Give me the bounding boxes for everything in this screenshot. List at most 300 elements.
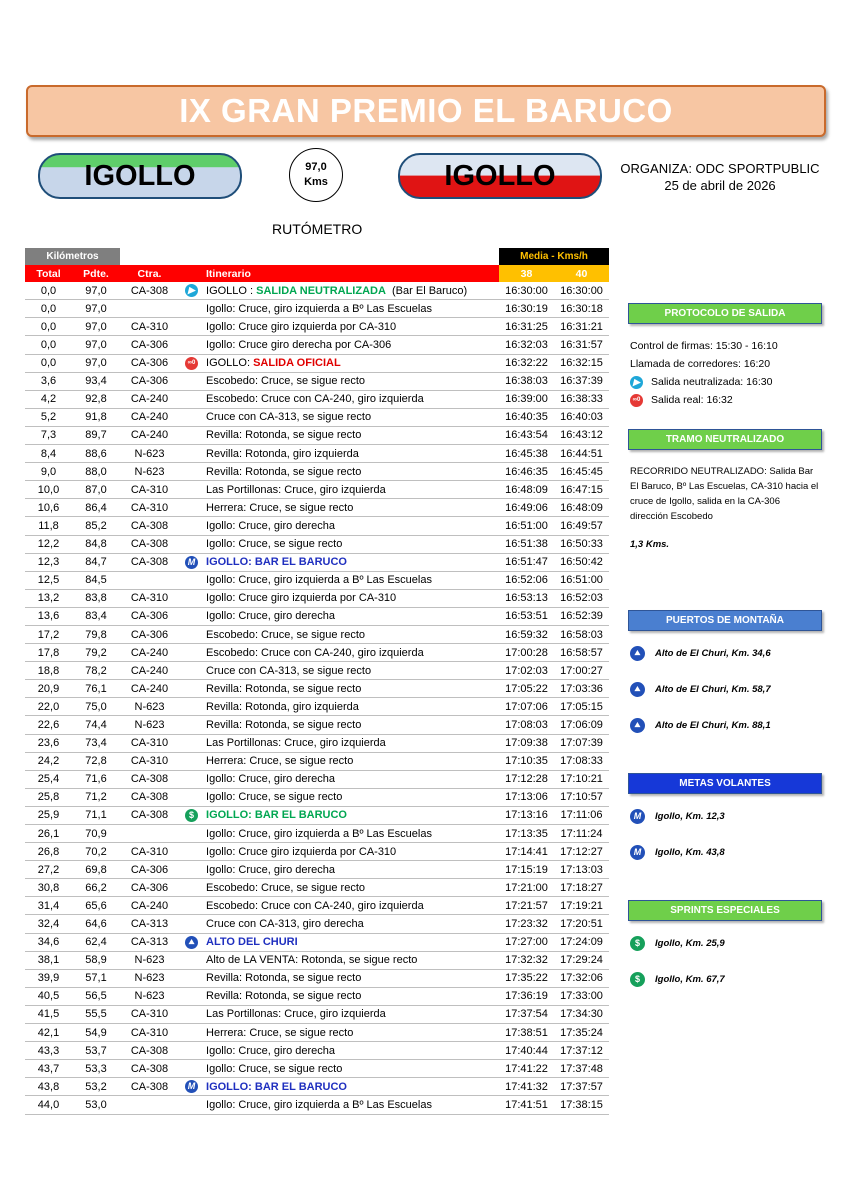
- time-40: 16:47:15: [554, 481, 609, 499]
- road-code: CA-308: [120, 1042, 179, 1060]
- table-row: [25, 680, 609, 698]
- table-row: [25, 535, 609, 553]
- row-icon-cell: [179, 915, 204, 933]
- time-38: 17:13:35: [499, 825, 554, 843]
- race-date: 25 de abril de 2026: [664, 178, 776, 193]
- itinerary: [204, 282, 499, 300]
- time-38: 16:49:06: [499, 499, 554, 517]
- road-code: CA-308: [120, 282, 179, 300]
- itinerary-text: Las Portillonas: Cruce, giro izquierda: [206, 483, 386, 496]
- time-40: 16:37:39: [554, 372, 609, 390]
- time-38: 17:13:06: [499, 788, 554, 806]
- itinerary: [204, 1042, 499, 1060]
- km-total: 43,3: [25, 1042, 72, 1060]
- km-total: 24,2: [25, 752, 72, 770]
- itinerary: [204, 987, 499, 1005]
- time-38: 16:30:00: [499, 282, 554, 300]
- section-title: RUTÓMETRO: [272, 221, 363, 237]
- km-total: 31,4: [25, 897, 72, 915]
- control-firmas: Control de firmas: 15:30 - 16:10: [630, 340, 778, 352]
- table-row: [25, 716, 609, 734]
- meta-item: [630, 809, 725, 824]
- table-row: [25, 517, 609, 535]
- time-38: 16:45:38: [499, 445, 554, 463]
- km-total: 27,2: [25, 861, 72, 879]
- itinerary: [204, 445, 499, 463]
- itinerary: [204, 390, 499, 408]
- itinerary: [204, 1024, 499, 1042]
- km-pending: 88,6: [72, 445, 120, 463]
- row-icon-cell: [179, 680, 204, 698]
- km-total: 17,8: [25, 644, 72, 662]
- distance-badge: [289, 148, 343, 202]
- itinerary-highlight: SALIDA NEUTRALIZADA: [256, 284, 386, 297]
- time-40: 16:49:57: [554, 517, 609, 535]
- time-40: 16:58:57: [554, 644, 609, 662]
- km-total: 39,9: [25, 969, 72, 987]
- km-pending: 97,0: [72, 354, 120, 372]
- km-pending: 57,1: [72, 969, 120, 987]
- road-code: CA-306: [120, 336, 179, 354]
- km-pending: 83,4: [72, 607, 120, 625]
- time-40: 16:32:15: [554, 354, 609, 372]
- km-total: 13,2: [25, 589, 72, 607]
- time-38: 16:31:25: [499, 318, 554, 336]
- salida-neutralizada-row: [630, 373, 778, 391]
- road-code: N-623: [120, 951, 179, 969]
- km-pending: 79,2: [72, 644, 120, 662]
- time-38: 16:43:54: [499, 426, 554, 444]
- table-row: [25, 445, 609, 463]
- km-total: 20,9: [25, 680, 72, 698]
- road-code: [120, 300, 179, 318]
- km-pending: 88,0: [72, 463, 120, 481]
- time-40: 17:35:24: [554, 1024, 609, 1042]
- road-code: CA-306: [120, 625, 179, 643]
- mountain-icon: ⛰: [630, 682, 645, 697]
- table-row: [25, 662, 609, 680]
- meta-volante-icon: M: [630, 809, 645, 824]
- row-icon-cell: [179, 390, 204, 408]
- play-icon: ▶: [630, 376, 643, 389]
- itinerary: [204, 625, 499, 643]
- itinerary-text: Igollo: Cruce giro izquierda por CA-310: [206, 320, 397, 333]
- itinerary: [204, 644, 499, 662]
- itinerary: [204, 499, 499, 517]
- km-total: 11,8: [25, 517, 72, 535]
- row-icon-cell: [179, 300, 204, 318]
- time-38: 17:35:22: [499, 969, 554, 987]
- km-total: 0,0: [25, 318, 72, 336]
- km-pending: 85,2: [72, 517, 120, 535]
- time-38: 17:02:03: [499, 662, 554, 680]
- itinerary-text: Cruce con CA-313, se sigue recto: [206, 411, 372, 424]
- distance-value: 97,0: [305, 161, 327, 173]
- table-column-header: [25, 265, 609, 282]
- itinerary-highlight: ALTO DEL CHURI: [206, 936, 298, 949]
- table-row: [25, 499, 609, 517]
- table-row: [25, 282, 609, 300]
- time-38: 17:12:28: [499, 770, 554, 788]
- start-location-label: IGOLLO: [84, 159, 196, 192]
- itinerary: [204, 372, 499, 390]
- km-pending: 53,0: [72, 1096, 120, 1114]
- time-40: 17:38:15: [554, 1096, 609, 1114]
- km-total: 43,8: [25, 1078, 72, 1096]
- table-row: [25, 1024, 609, 1042]
- itinerary: [204, 969, 499, 987]
- km-pending: 84,7: [72, 553, 120, 571]
- row-icon-cell: [179, 770, 204, 788]
- itinerary: [204, 354, 499, 372]
- tramo-distance: 1,3 Kms.: [630, 539, 670, 550]
- itinerary-text: Igollo: Cruce, giro derecha: [206, 1044, 336, 1057]
- road-code: CA-310: [120, 1005, 179, 1023]
- itinerary-text: Igollo: Cruce, giro derecha: [206, 610, 336, 623]
- table-row: [25, 318, 609, 336]
- row-icon-cell: [179, 897, 204, 915]
- speed-group-header: Media - Kms/h: [499, 248, 609, 265]
- km-pending: 78,2: [72, 662, 120, 680]
- km-total: 4,2: [25, 390, 72, 408]
- time-40: 16:44:51: [554, 445, 609, 463]
- time-40: 17:33:00: [554, 987, 609, 1005]
- row-icon-cell: [179, 662, 204, 680]
- km-pending: 56,5: [72, 987, 120, 1005]
- km-total: 44,0: [25, 1096, 72, 1114]
- time-38: 17:38:51: [499, 1024, 554, 1042]
- time-38: 17:09:38: [499, 734, 554, 752]
- row-icon-cell: [179, 336, 204, 354]
- km-pending: 75,0: [72, 698, 120, 716]
- time-40: 17:29:24: [554, 951, 609, 969]
- itinerary: [204, 680, 499, 698]
- row-icon-cell: [179, 589, 204, 607]
- km-total: 18,8: [25, 662, 72, 680]
- km-pending: 97,0: [72, 282, 120, 300]
- row-icon-cell: [179, 354, 204, 372]
- row-icon-cell: [179, 969, 204, 987]
- row-icon-cell: [179, 861, 204, 879]
- itinerary-text: Igollo: Cruce, se sigue recto: [206, 538, 343, 551]
- finish-location-badge: [398, 153, 602, 199]
- road-code: N-623: [120, 698, 179, 716]
- time-38: 17:21:00: [499, 879, 554, 897]
- table-row: [25, 408, 609, 426]
- itinerary: [204, 915, 499, 933]
- km-total: 42,1: [25, 1024, 72, 1042]
- itinerary-text: Escobedo: Cruce con CA-240, giro izquierda: [206, 393, 424, 406]
- time-40: 17:00:27: [554, 662, 609, 680]
- time-40: 16:30:18: [554, 300, 609, 318]
- itinerary-text: Las Portillonas: Cruce, giro izquierda: [206, 737, 386, 750]
- table-row: [25, 933, 609, 951]
- time-38: 17:00:28: [499, 644, 554, 662]
- time-40: 17:19:21: [554, 897, 609, 915]
- itinerary: [204, 734, 499, 752]
- km-pending: 64,6: [72, 915, 120, 933]
- road-code: CA-306: [120, 372, 179, 390]
- itinerary: [204, 897, 499, 915]
- table-row: [25, 426, 609, 444]
- row-icon-cell: [179, 1005, 204, 1023]
- time-38: 16:30:19: [499, 300, 554, 318]
- route-table: [25, 248, 609, 1115]
- distance-unit: Kms: [304, 176, 328, 188]
- itinerary-text: Herrera: Cruce, se sigue recto: [206, 755, 354, 768]
- time-40: 17:07:39: [554, 734, 609, 752]
- itinerary: [204, 1078, 499, 1096]
- itinerary: [204, 300, 499, 318]
- time-40: 17:11:24: [554, 825, 609, 843]
- km-group-header: Kilómetros: [25, 248, 120, 265]
- km-pending: 71,6: [72, 770, 120, 788]
- road-code: CA-310: [120, 734, 179, 752]
- km-total: 12,2: [25, 535, 72, 553]
- itinerary: [204, 752, 499, 770]
- itinerary: [204, 861, 499, 879]
- itinerary: [204, 408, 499, 426]
- itinerary: [204, 698, 499, 716]
- col-itinerario: Itinerario: [204, 265, 499, 282]
- km-total: 10,6: [25, 499, 72, 517]
- time-40: 16:31:21: [554, 318, 609, 336]
- itinerary: [204, 1060, 499, 1078]
- itinerary: [204, 318, 499, 336]
- table-row: [25, 553, 609, 571]
- km-total: 8,4: [25, 445, 72, 463]
- time-38: 16:48:09: [499, 481, 554, 499]
- km-pending: 66,2: [72, 879, 120, 897]
- km-total: 25,4: [25, 770, 72, 788]
- col-ctra: Ctra.: [120, 265, 179, 282]
- col-pdte: Pdte.: [72, 265, 120, 282]
- km-pending: 97,0: [72, 300, 120, 318]
- itinerary-highlight: IGOLLO: BAR EL BARUCO: [206, 556, 347, 569]
- km-total: 12,3: [25, 553, 72, 571]
- meta-volante-icon: M: [185, 556, 198, 569]
- row-icon-cell: [179, 806, 204, 824]
- km-total: 41,5: [25, 1005, 72, 1023]
- km-total: 22,0: [25, 698, 72, 716]
- itinerary: [204, 806, 499, 824]
- time-38: 17:15:19: [499, 861, 554, 879]
- time-40: 17:10:21: [554, 770, 609, 788]
- row-icon-cell: [179, 463, 204, 481]
- road-code: CA-308: [120, 1060, 179, 1078]
- itinerary: [204, 951, 499, 969]
- time-40: 16:30:00: [554, 282, 609, 300]
- table-row: [25, 879, 609, 897]
- time-40: 16:58:03: [554, 625, 609, 643]
- itinerary: [204, 481, 499, 499]
- itinerary-text: IGOLLO :: [206, 284, 257, 297]
- km-pending: 89,7: [72, 426, 120, 444]
- km-pending: 92,8: [72, 390, 120, 408]
- time-38: 16:53:51: [499, 607, 554, 625]
- table-row: [25, 372, 609, 390]
- puerto-label: Alto de El Churi, Km. 34,6: [655, 648, 771, 659]
- time-40: 17:34:30: [554, 1005, 609, 1023]
- itinerary-text: Escobedo: Cruce con CA-240, giro izquierda: [206, 646, 424, 659]
- km-total: 32,4: [25, 915, 72, 933]
- road-code: CA-306: [120, 861, 179, 879]
- km-total: 3,6: [25, 372, 72, 390]
- time-38: 17:21:57: [499, 897, 554, 915]
- road-code: CA-240: [120, 408, 179, 426]
- road-code: CA-310: [120, 481, 179, 499]
- km-pending: 53,2: [72, 1078, 120, 1096]
- metas-header: METAS VOLANTES: [628, 773, 822, 794]
- table-row: [25, 951, 609, 969]
- table-row: [25, 897, 609, 915]
- road-code: N-623: [120, 987, 179, 1005]
- itinerary: [204, 517, 499, 535]
- mountain-icon: ⛰: [630, 646, 645, 661]
- km-pending: 70,2: [72, 843, 120, 861]
- sprint-item: [630, 936, 725, 951]
- sprint-item: [630, 972, 725, 987]
- itinerary: [204, 933, 499, 951]
- official-start-icon: ∞0: [185, 357, 198, 370]
- llamada-corredores: Llamada de corredores: 16:20: [630, 358, 771, 370]
- table-row: [25, 354, 609, 372]
- km-total: 10,0: [25, 481, 72, 499]
- time-38: 17:41:22: [499, 1060, 554, 1078]
- road-code: [120, 825, 179, 843]
- time-38: 17:05:22: [499, 680, 554, 698]
- time-40: 17:32:06: [554, 969, 609, 987]
- itinerary-text: Revilla: Rotonda, giro izquierda: [206, 700, 359, 713]
- time-38: 16:32:22: [499, 354, 554, 372]
- km-pending: 73,4: [72, 734, 120, 752]
- time-40: 16:31:57: [554, 336, 609, 354]
- road-code: CA-310: [120, 843, 179, 861]
- km-total: 0,0: [25, 282, 72, 300]
- table-row: [25, 300, 609, 318]
- row-icon-cell: [179, 1096, 204, 1114]
- km-pending: 53,7: [72, 1042, 120, 1060]
- meta-label: Igollo, Km. 12,3: [655, 811, 725, 822]
- time-38: 17:41:51: [499, 1096, 554, 1114]
- time-40: 17:10:57: [554, 788, 609, 806]
- protocolo-header: PROTOCOLO DE SALIDA: [628, 303, 822, 324]
- road-code: [120, 1096, 179, 1114]
- start-location-badge: [38, 153, 242, 199]
- itinerary-text: Igollo: Cruce, giro derecha: [206, 863, 336, 876]
- itinerary: [204, 770, 499, 788]
- km-pending: 71,1: [72, 806, 120, 824]
- row-icon-cell: [179, 318, 204, 336]
- km-total: 5,2: [25, 408, 72, 426]
- km-pending: 97,0: [72, 318, 120, 336]
- road-code: CA-310: [120, 318, 179, 336]
- time-40: 16:52:39: [554, 607, 609, 625]
- itinerary-text: Igollo: Cruce, giro izquierda a Bº Las Escuelas: [206, 574, 432, 587]
- table-row: [25, 698, 609, 716]
- road-code: CA-240: [120, 897, 179, 915]
- road-code: CA-308: [120, 1078, 179, 1096]
- road-code: [120, 571, 179, 589]
- organizer-text: ORGANIZA: ODC SPORTPUBLIC: [620, 161, 820, 176]
- itinerary-text: Igollo: Cruce, giro derecha: [206, 519, 336, 532]
- itinerary-highlight: IGOLLO: BAR EL BARUCO: [206, 809, 347, 822]
- table-row: [25, 1042, 609, 1060]
- sprints-header: SPRINTS ESPECIALES: [628, 900, 822, 921]
- play-icon: ▶: [185, 284, 198, 297]
- time-40: 16:51:00: [554, 571, 609, 589]
- itinerary-text: Revilla: Rotonda, giro izquierda: [206, 447, 359, 460]
- table-row: [25, 788, 609, 806]
- km-total: 26,1: [25, 825, 72, 843]
- itinerary-text: Igollo: Cruce, se sigue recto: [206, 791, 343, 804]
- time-40: 17:37:57: [554, 1078, 609, 1096]
- meta-label: Igollo, Km. 43,8: [655, 847, 725, 858]
- table-row: [25, 625, 609, 643]
- time-40: 17:03:36: [554, 680, 609, 698]
- itinerary: [204, 553, 499, 571]
- finish-location-label: IGOLLO: [444, 159, 556, 192]
- itinerary: [204, 879, 499, 897]
- km-pending: 69,8: [72, 861, 120, 879]
- time-38: 16:51:00: [499, 517, 554, 535]
- km-pending: 76,1: [72, 680, 120, 698]
- table-row: [25, 969, 609, 987]
- km-total: 38,1: [25, 951, 72, 969]
- road-code: N-623: [120, 716, 179, 734]
- km-total: 23,6: [25, 734, 72, 752]
- itinerary-text: Revilla: Rotonda, se sigue recto: [206, 682, 362, 695]
- row-icon-cell: [179, 426, 204, 444]
- table-group-header: [25, 248, 609, 265]
- time-38: 16:53:13: [499, 589, 554, 607]
- km-pending: 55,5: [72, 1005, 120, 1023]
- road-code: CA-310: [120, 499, 179, 517]
- itinerary: [204, 426, 499, 444]
- km-total: 9,0: [25, 463, 72, 481]
- time-40: 17:05:15: [554, 698, 609, 716]
- time-40: 17:37:48: [554, 1060, 609, 1078]
- table-row: [25, 607, 609, 625]
- road-code: CA-308: [120, 517, 179, 535]
- itinerary-text: Revilla: Rotonda, se sigue recto: [206, 972, 362, 985]
- table-row: [25, 825, 609, 843]
- road-code: CA-308: [120, 788, 179, 806]
- itinerary: [204, 825, 499, 843]
- row-icon-cell: [179, 372, 204, 390]
- itinerary: [204, 336, 499, 354]
- table-row: [25, 987, 609, 1005]
- itinerary-text: IGOLLO:: [206, 357, 254, 370]
- itinerary-text: Igollo: Cruce, giro derecha: [206, 773, 336, 786]
- row-icon-cell: [179, 752, 204, 770]
- itinerary-text: Igollo: Cruce, se sigue recto: [206, 1062, 343, 1075]
- mountain-icon: ⛰: [630, 718, 645, 733]
- table-row: [25, 571, 609, 589]
- km-pending: 97,0: [72, 336, 120, 354]
- time-40: 16:48:09: [554, 499, 609, 517]
- protocolo-details: [630, 337, 778, 409]
- time-38: 17:32:32: [499, 951, 554, 969]
- time-38: 16:32:03: [499, 336, 554, 354]
- time-38: 17:14:41: [499, 843, 554, 861]
- itinerary-text: Cruce con CA-313, se sigue recto: [206, 664, 372, 677]
- itinerary-text: Herrera: Cruce, se sigue recto: [206, 501, 354, 514]
- puertos-header: PUERTOS DE MONTAÑA: [628, 610, 822, 631]
- table-row: [25, 752, 609, 770]
- table-row: [25, 481, 609, 499]
- time-40: 17:18:27: [554, 879, 609, 897]
